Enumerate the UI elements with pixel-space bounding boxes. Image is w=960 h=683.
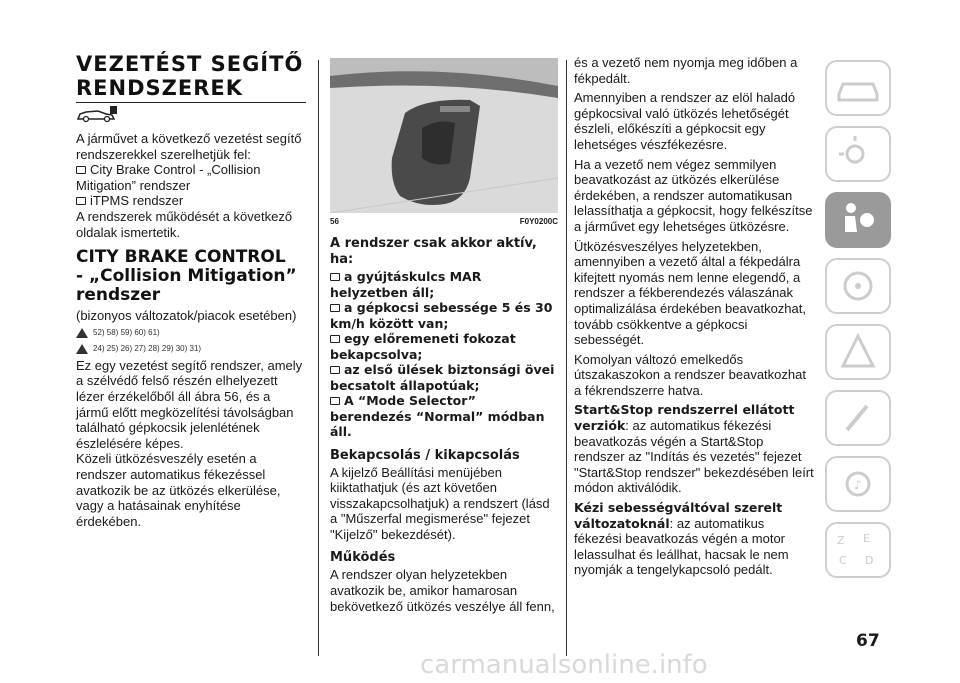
svg-text:♪: ♪: [854, 478, 862, 492]
tab-multimedia-icon[interactable]: [825, 456, 891, 512]
title-line-2: RENDSZEREK: [76, 76, 244, 100]
bullet-square-icon: [330, 397, 340, 405]
bullet-square-icon: [330, 335, 340, 343]
body-text: és a vezető nem nyomja meg időben a fékpedált.: [574, 55, 798, 86]
list-item: A “Mode Selector” berendezés “Normal” módban áll.: [330, 393, 545, 439]
windshield-sensor-illustration: [330, 58, 558, 213]
body-text: Ha a vezető nem végez semmilyen beavatkozást az ütközés elkerülése érdekében, a rendszer automatikusan lelassíthatja a gépkocsit, hogy felkészítse a járművet egy lehetséges ütközésre.: [574, 156, 813, 234]
title-divider: [76, 102, 306, 103]
title-line-1: VEZETÉST SEGÍTŐ: [76, 52, 304, 76]
road-warning-icon: [827, 326, 889, 378]
column-divider: [318, 60, 319, 656]
column-middle: [330, 55, 558, 614]
steering-wheel-icon: [827, 260, 889, 312]
onoff-heading: Bekapcsolás / kikapcsolás: [330, 447, 520, 463]
body-text: A rendszerek működését a következő oldalak ismertetik.: [76, 208, 293, 240]
startstop-heading: Start&Stop rendszerrel ellátott verziók: [574, 402, 795, 434]
bullet-square-icon: [330, 366, 340, 374]
warning-triangle-icon: [76, 328, 88, 338]
body-text: Ez egy vezetést segítő rendszer, amely a szélvédő felső részén elhelyezett lézer érzékelőből áll ábra 56, és a jármű előtt megközelítési távolságban található gépkocsik jelenlétének észlelésére képes.: [76, 357, 303, 451]
column-left: [76, 52, 306, 529]
list-item: a gépkocsi sebessége 5 és 30 km/h között van;: [330, 300, 553, 331]
subsection-title: CITY BRAKE CONTROL - „Collision Mitigation” rendszer: [76, 247, 297, 306]
caution-triangle-icon: [76, 344, 88, 354]
svg-text:D: D: [865, 554, 874, 567]
figure-windshield-sensor: [330, 58, 558, 213]
column-divider: [566, 60, 567, 656]
body-text: Ütközésveszélyes helyzetekben, amennyiben a vezető által a fékpedálra kifejtett nyomás nem lenne elegendő, a rendszer a fékberendezés válaszának optimalizálása érdekében beavatkozhat, tovább csökkentve a gépkocsi sebességét.: [574, 238, 806, 348]
bullet-square-icon: [76, 197, 86, 205]
body-text: Amennyiben a rendszer az elöl haladó gépkocsival való ütközés lehetőségét észleli, előkészíti a gépkocsit egy lehetséges vészfékezésre.: [574, 90, 796, 152]
seat-airbag-icon: [827, 194, 889, 246]
figure-caption: [330, 217, 558, 226]
watermark: carmanualsonline.info: [420, 650, 708, 680]
column-right: [574, 55, 814, 578]
index-letters-icon: [827, 524, 889, 576]
conditions-heading: A rendszer csak akkor aktív, ha:: [330, 236, 537, 267]
operation-heading: Működés: [330, 550, 396, 566]
figure-code: F0Y0200C: [519, 217, 558, 226]
list-item: iTPMS rendszer: [76, 193, 306, 209]
page-number: 67: [856, 631, 880, 651]
warning-light-icon: [827, 128, 889, 180]
list-item: a gyújtáskulcs MAR helyzetben áll;: [330, 269, 482, 300]
section-title: [76, 52, 306, 100]
body-text: Komolyan változó emelkedős útszakaszokon a rendszer beavatkozhat a fékrendszerre hatva.: [574, 351, 806, 398]
tab-index-letters-icon[interactable]: [825, 522, 891, 578]
tab-warning-light-icon[interactable]: [825, 126, 891, 182]
car-icon: [827, 62, 889, 114]
body-text: A kijelző Beállítási menüjében kiiktathatjuk (és azt követően visszakapcsolhatjuk) a rendszert (lásd a "Műszerfal megismerése" fejezet "Kijelző" bekezdését).: [330, 464, 550, 542]
tab-wrench-icon[interactable]: [825, 390, 891, 446]
bullet-square-icon: [330, 273, 340, 281]
wrench-icon: [827, 392, 889, 444]
svg-text:C: C: [839, 554, 847, 567]
svg-text:E: E: [863, 532, 870, 545]
figure-number: 56: [330, 217, 339, 226]
body-text: Közeli ütközésveszély esetén a rendszer automatikus fékezéssel avatkozik be az ütközés elkerülése, vagy a hatásainak enyhítése érdekében.: [76, 451, 281, 529]
bullet-square-icon: [330, 304, 340, 312]
intro-text: A járművet a következő vezetést segítő rendszerekkel szerelhetjük fel:: [76, 131, 302, 162]
body-text: Start&Stop rendszerrel ellátott verziók: az automatikus fékezési beavatkozás végén a Start&Stop rendszer az "Indítás és vezetés" fejezet "Start&Stop rendszer" bekezdésében leírt módon aktiválódik.: [574, 402, 814, 496]
manual-gearbox-heading: Kézi sebességváltóval szerelt változatoknál: [574, 500, 783, 531]
svg-text:Z: Z: [837, 534, 845, 547]
bullet-square-icon: [76, 166, 86, 174]
body-text: A rendszer olyan helyzetekben avatkozik be, amikor hamarosan bekövetkező ütközés veszélye áll fenn,: [330, 567, 555, 614]
tab-car-icon[interactable]: [825, 60, 891, 116]
multimedia-icon: [827, 458, 889, 510]
caution-refs: 24) 25) 26) 27) 28) 29) 30) 31): [76, 342, 306, 356]
optional-note: (bizonyos változatok/piacok esetében): [76, 308, 297, 324]
tab-steering-wheel-icon[interactable]: [825, 258, 891, 314]
list-item: az első ülések biztonsági övei becsatolt állapotúak;: [330, 362, 555, 393]
list-item: City Brake Control - „Collision Mitigation” rendszer: [76, 162, 261, 193]
tab-road-warning-icon[interactable]: [825, 324, 891, 380]
body-text: Kézi sebességváltóval szerelt változatoknál: az automatikus fékezési beavatkozás végén a motor lelassulhat és leállhat, hacsak le nem nyomják a tengelykapcsoló pedált.: [574, 500, 789, 578]
chapter-tabs: [825, 60, 905, 588]
list-item: egy előremeneti fokozat bekapcsolva;: [330, 331, 516, 362]
optional-equipment-car-icon: [76, 105, 118, 123]
warning-refs: 52) 58) 59) 60) 61): [76, 326, 306, 340]
tab-seat-airbag-icon[interactable]: [825, 192, 891, 248]
